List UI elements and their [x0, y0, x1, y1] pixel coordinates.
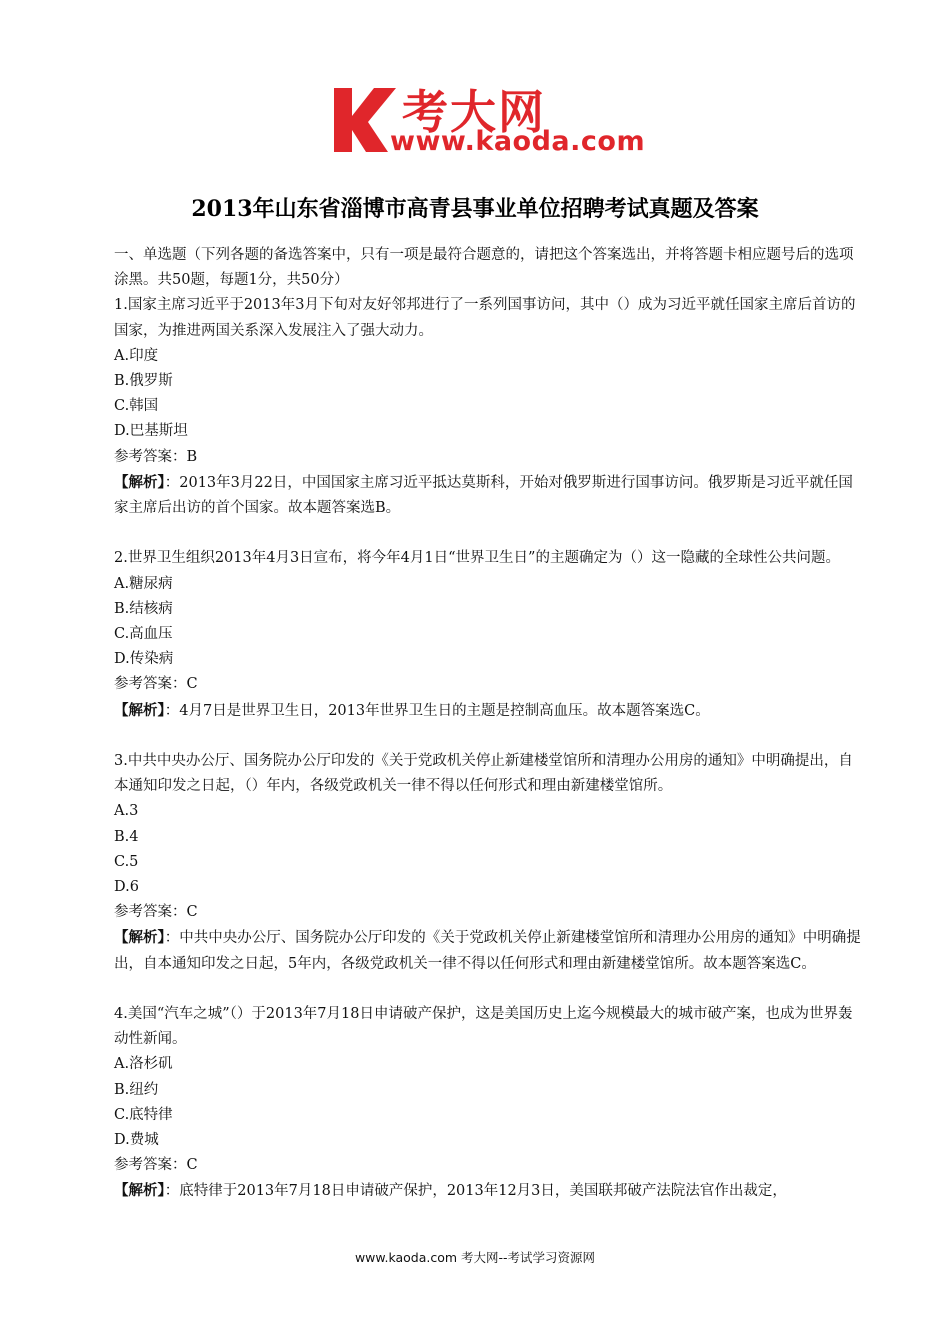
logo-url: www.kaoda.com — [390, 126, 646, 157]
analysis-label: 【解析】 — [114, 701, 165, 719]
reference-answer: 参考答案：B — [114, 448, 198, 465]
question-3 — [114, 749, 864, 977]
reference-answer: 参考答案：C — [114, 1157, 198, 1174]
question-stem: 3.中共中央办公厅、国务院办公厅印发的《关于党政机关停止新建楼堂馆所和清理办公用房的通知》中明确提出，自本通知印发之日起，（）年内，各级党政机关一律不得以任何形式和理由新建楼堂馆所。 — [114, 753, 853, 795]
option-d: D.巴基斯坦 — [114, 423, 188, 440]
analysis-label: 【解析】 — [114, 1182, 165, 1200]
question-4 — [114, 1002, 864, 1205]
page-title: 2013年山东省淄博市高青县事业单位招聘考试真题及答案 — [191, 196, 759, 222]
question-stem: 2.世界卫生组织2013年4月3日宣布，将今年4月1日“世界卫生日”的主题确定为（）这一隐藏的全球性公共问题。 — [114, 550, 840, 567]
reference-answer: 参考答案：C — [114, 904, 198, 921]
analysis-text: ：底特律于2013年7月18日申请破产保护，2013年12月3日，美国联邦破产法院法官作出裁定， — [164, 1183, 787, 1200]
option-a: A.洛杉矶 — [114, 1056, 173, 1073]
analysis-text: ：4月7日是世界卫生日，2013年世界卫生日的主题是控制高血压。故本题答案选C。 — [164, 702, 710, 719]
option-a: A.3 — [114, 803, 139, 820]
document-body — [114, 243, 864, 1205]
option-d: D.6 — [114, 879, 139, 896]
analysis-label: 【解析】 — [114, 929, 165, 947]
option-a: A.印度 — [114, 347, 159, 364]
option-b: B.纽约 — [114, 1081, 159, 1098]
question-stem: 4.美国“汽车之城”（）于2013年7月18日申请破产保护，这是美国历史上迄今规模最大的城市破产案，也成为世界轰动性新闻。 — [114, 1006, 853, 1048]
option-c: C.5 — [114, 853, 139, 870]
option-c: C.韩国 — [114, 398, 159, 415]
analysis — [114, 698, 864, 724]
option-c: C.底特律 — [114, 1106, 173, 1123]
option-d: D.费城 — [114, 1132, 159, 1149]
option-d: D.传染病 — [114, 651, 174, 668]
option-b: B.结核病 — [114, 600, 173, 617]
reference-answer: 参考答案：C — [114, 676, 198, 693]
analysis — [114, 1178, 864, 1204]
option-c: C.高血压 — [114, 626, 173, 643]
logo-brand-text: 考大网 — [402, 85, 546, 139]
analysis-text: ：中共中央办公厅、国务院办公厅印发的《关于党政机关停止新建楼堂馆所和清理办公用房的通知》中明确提出，自本通知印发之日起，5年内，各级党政机关一律不得以任何形式和理由新建楼堂馆所。故本题答案选C。 — [114, 930, 861, 972]
option-b: B.4 — [114, 828, 139, 845]
option-a: A.糖尿病 — [114, 575, 173, 592]
question-1 — [114, 293, 864, 521]
option-b: B.俄罗斯 — [114, 373, 173, 390]
kaoda-logo — [330, 78, 650, 160]
analysis — [114, 470, 864, 521]
analysis — [114, 925, 864, 976]
page-footer: www.kaoda.com 考大网--考试学习资源网 — [354, 1250, 596, 1265]
analysis-text: ：2013年3月22日，中国国家主席习近平抵达莫斯科，开始对俄罗斯进行国事访问。俄罗斯是习近平就任国家主席后出访的首个国家。故本题答案选B。 — [114, 474, 853, 517]
analysis-label: 【解析】 — [114, 473, 165, 491]
question-stem: 1.国家主席习近平于2013年3月下旬对友好邻邦进行了一系列国事访问，其中（）成为习近平就任国家主席后首访的国家，为推进两国关系深入发展注入了强大动力。 — [114, 297, 856, 339]
question-2 — [114, 546, 864, 723]
section-intro: 一、单选题（下列各题的备选答案中，只有一项是最符合题意的，请把这个答案选出，并将答题卡相应题号后的选项涂黑。共50题，每题1分，共50分） — [114, 247, 854, 289]
